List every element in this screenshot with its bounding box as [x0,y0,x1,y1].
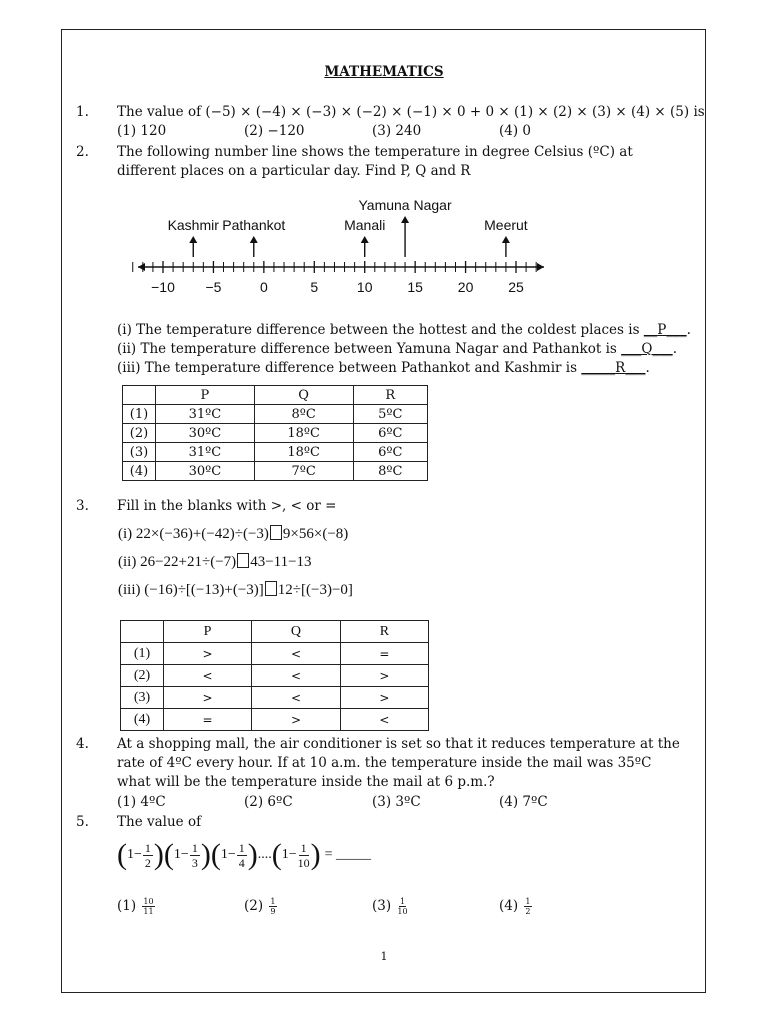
number-line-tick-label: 0 [259,279,268,295]
table-header-cell: P [164,621,252,643]
place-label: Manali [344,217,386,233]
q2-sub-ii: (ii) The temperature difference between Yamuna Nagar and Pathankot is ___Q___. [117,341,677,357]
table-header-cell: Q [252,621,341,643]
q5-option-3: (3) $\frac{1}{10}$ [372,897,408,916]
q5-text: The value of [117,814,202,830]
table-cell: < [164,665,252,687]
q4-option-4: (4) 7ºC [499,794,548,810]
table-cell: = [340,643,428,665]
q3-expression-ii: (ii) 26−22+21÷(−7) 43−11−13 [118,554,312,570]
table-cell: > [340,665,428,687]
q4-text-line3: what will be the temperature inside the mail at 6 p.m.? [117,774,495,790]
q2-number: 2. [76,144,89,160]
right-arrow-icon [537,263,544,271]
up-arrow-icon [401,216,409,223]
table-row [121,709,429,731]
q3-text: Fill in the blanks with >, < or = [117,498,337,514]
up-arrow-icon [250,236,258,243]
table-header-cell [123,386,156,405]
table-row [123,443,428,462]
q3-expression-iii: (iii) (−16)÷[(−13)+(−3)] 12÷[(−3)−0] [118,582,353,598]
q3-answer-table [120,620,429,731]
temperature-number-line [120,190,560,300]
table-row [121,665,429,687]
table-cell: (2) [121,665,164,687]
table-cell: 8ºC [254,405,353,424]
q2-sub-i: (i) The temperature difference between the hottest and the coldest places is __P___. [117,322,691,338]
table-cell: (1) [121,643,164,665]
q2-text-line1: The following number line shows the temperature in degree Celsius (ºC) at [117,144,633,160]
table-cell: < [252,643,341,665]
answer-box [237,553,249,568]
table-row [123,424,428,443]
up-arrow-icon [361,236,369,243]
q4-option-3: (3) 3ºC [372,794,421,810]
table-cell: (3) [121,687,164,709]
table-header-row [123,386,428,405]
page-title: MATHEMATICS [324,64,444,80]
q5-number: 5. [76,814,89,830]
table-cell: 6ºC [353,443,428,462]
q2-sub-iii: (iii) The temperature difference between Pathankot and Kashmir is _____R___. [117,360,650,376]
table-row [121,687,429,709]
table-row [123,462,428,481]
answer-box [265,581,277,596]
table-cell: (2) [123,424,156,443]
q5-product-expression: ( 1 − $\frac{1}{2}$ ) ( 1 − $\frac{1}{3}$ ) ( 1 − $\frac{1}{4}$ ) .... ( 1 − $\frac{1}{10}$ ) = _____ [117,838,372,871]
number-line-tick-label: −5 [205,279,222,295]
place-label: Yamuna Nagar [358,197,452,213]
q1-option-4: (4) 0 [499,123,532,139]
q3-expression-i: (i) 22×(−36)+(−42)÷(−3) 9×56×(−8) [118,526,349,542]
q1-option-2: (2) −120 [244,123,305,139]
table-cell: 8ºC [353,462,428,481]
place-label: Meerut [484,217,528,233]
table-cell: > [164,687,252,709]
table-header-cell: Q [254,386,353,405]
table-cell: 31ºC [156,405,255,424]
table-cell: 30ºC [156,462,255,481]
q5-option-4: (4) $\frac{1}{2}$ [499,897,531,916]
table-header-cell: R [340,621,428,643]
q5-option-2: (2) $\frac{1}{9}$ [244,897,276,916]
up-arrow-icon [189,236,197,243]
page-number: 1 [380,950,388,963]
table-cell: > [340,687,428,709]
table-cell: < [340,709,428,731]
q3-number: 3. [76,498,89,514]
table-cell: 31ºC [156,443,255,462]
q2-text-line2: different places on a particular day. Find P, Q and R [117,163,471,179]
place-label: Pathankot [222,217,286,233]
table-row [123,405,428,424]
q1-text: The value of (−5) × (−4) × (−3) × (−2) × (−1) × 0 + 0 × (1) × (2) × (3) × (4) × (5) is [117,104,705,120]
table-cell: = [164,709,252,731]
table-header-cell [121,621,164,643]
answer-box [270,525,282,540]
table-header-row [121,621,429,643]
table-cell: (3) [123,443,156,462]
table-cell: 7ºC [254,462,353,481]
q4-text-line2: rate of 4ºC every hour. If at 10 a.m. the temperature inside the mail was 35ºC [117,755,652,771]
q5-option-1: (1) $\frac{10}{11}$ [117,897,154,916]
left-arrow-icon [138,263,145,271]
number-line-tick-label: 5 [310,279,319,295]
table-cell: > [252,709,341,731]
table-cell: (4) [121,709,164,731]
up-arrow-icon [502,236,510,243]
table-cell: 6ºC [353,424,428,443]
table-cell: < [252,665,341,687]
table-cell: < [252,687,341,709]
table-header-cell: R [353,386,428,405]
table-cell: > [164,643,252,665]
q4-number: 4. [76,736,89,752]
table-cell: 18ºC [254,424,353,443]
table-row [121,643,429,665]
q4-option-2: (2) 6ºC [244,794,293,810]
table-cell: 5ºC [353,405,428,424]
number-line-tick-label: 10 [356,279,373,295]
q1-number: 1. [76,104,89,120]
q1-option-1: (1) 120 [117,123,167,139]
number-line-tick-label: 20 [457,279,474,295]
table-cell: (4) [123,462,156,481]
table-header-cell: P [156,386,255,405]
table-cell: 18ºC [254,443,353,462]
number-line-tick-label: 25 [508,279,524,295]
q4-option-1: (1) 4ºC [117,794,166,810]
number-line-tick-label: −10 [151,279,175,295]
place-label: Kashmir [167,217,219,233]
table-cell: (1) [123,405,156,424]
number-line-tick-label: 15 [407,279,423,295]
table-cell: 30ºC [156,424,255,443]
q2-answer-table [122,385,428,481]
q1-option-3: (3) 240 [372,123,422,139]
q4-text-line1: At a shopping mall, the air conditioner is set so that it reduces temperature at the [117,736,680,752]
